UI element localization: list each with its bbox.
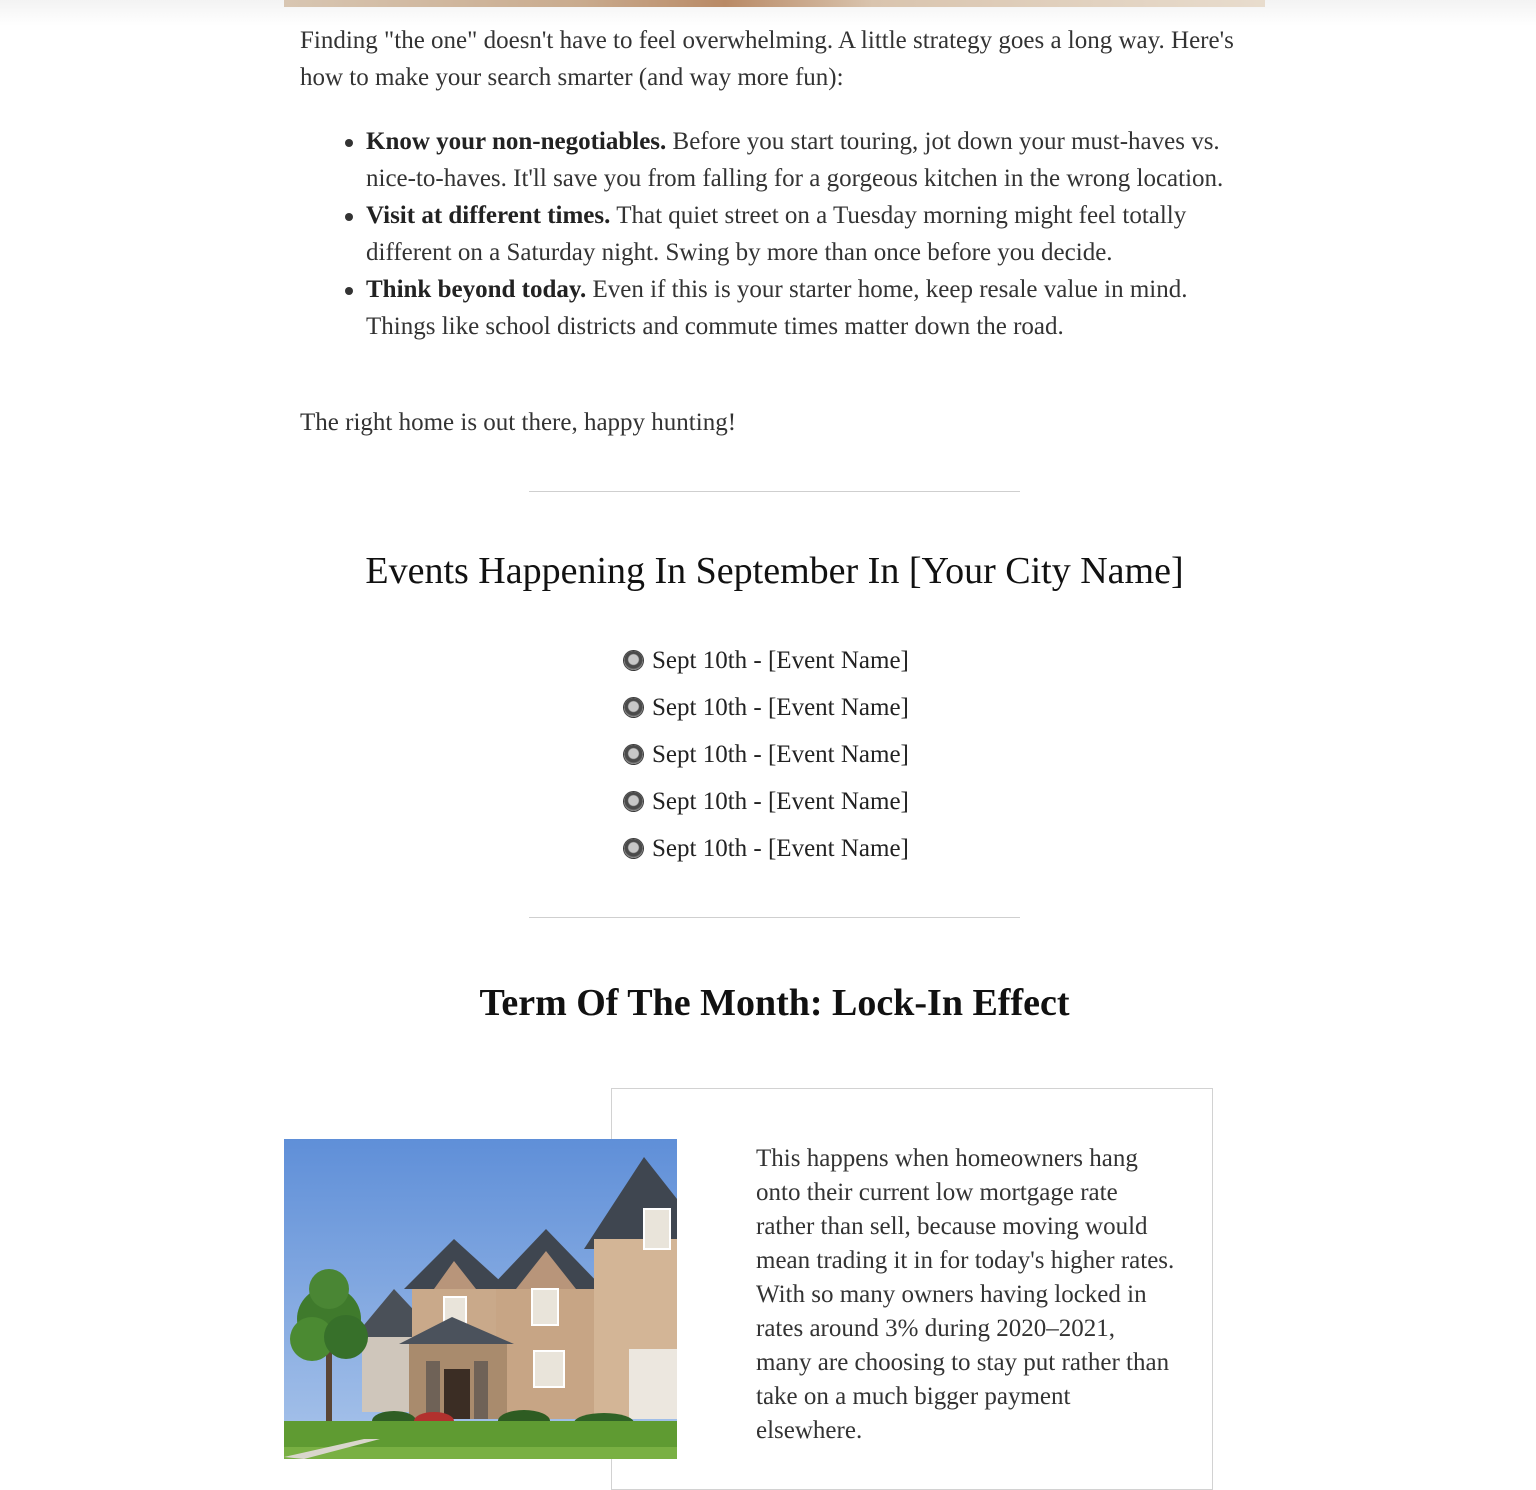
event-label: Sept 10th - [Event Name]	[652, 693, 909, 721]
intro-paragraph: Finding "the one" doesn't have to feel overwhelming. A little strategy goes a long way. Here's how to make your search smarter (and way more fun):	[300, 27, 1234, 91]
radio-bullet-icon	[624, 698, 643, 717]
events-heading: Events Happening In September In [Your City Name]	[365, 550, 1184, 592]
event-item	[624, 684, 909, 731]
tip-text: That quiet street on a Tuesday morning might feel totally different on a Saturday night. Swing by more than once before you decide.	[366, 202, 1187, 266]
tips-list	[366, 123, 1236, 345]
event-item	[624, 778, 909, 825]
radio-bullet-icon	[624, 651, 643, 670]
section-divider	[529, 917, 1020, 918]
tip-text: Before you start touring, jot down your must-haves vs. nice-to-haves. It'll save you from falling for a gorgeous kitchen in the wrong location.	[366, 128, 1224, 192]
events-list	[624, 637, 909, 872]
event-label: Sept 10th - [Event Name]	[652, 834, 909, 862]
event-label: Sept 10th - [Event Name]	[652, 646, 909, 674]
tip-text: Even if this is your starter home, keep resale value in mind. Things like school districts and commute times matter down the road.	[366, 276, 1188, 340]
tip-item	[366, 271, 1236, 345]
outro-paragraph: The right home is out there, happy hunting!	[300, 409, 737, 436]
event-item	[624, 825, 909, 872]
term-body: This happens when homeowners hang onto their current low mortgage rate rather than sell, because moving would mean trading it in for today's higher rates. With so many owners having locked in rates around 3% during 2020–2021, many are choosing to stay put rather than take on a much bigger payment elsewhere.	[756, 1145, 1175, 1444]
tip-title: Know your non-negotiables.	[366, 128, 667, 155]
tip-title: Visit at different times.	[366, 202, 611, 229]
term-heading: Term Of The Month: Lock-In Effect	[479, 982, 1070, 1024]
section-divider	[529, 491, 1020, 492]
event-label: Sept 10th - [Event Name]	[652, 740, 909, 768]
event-item	[624, 637, 909, 684]
radio-bullet-icon	[624, 745, 643, 764]
house-illustration	[284, 1139, 677, 1459]
hero-image-bottom-edge	[284, 0, 1265, 7]
event-item	[624, 731, 909, 778]
house-photo	[284, 1139, 677, 1459]
tip-item	[366, 197, 1236, 271]
tip-title: Think beyond today.	[366, 276, 587, 303]
tip-item	[366, 123, 1236, 197]
event-label: Sept 10th - [Event Name]	[652, 787, 909, 815]
radio-bullet-icon	[624, 792, 643, 811]
radio-bullet-icon	[624, 839, 643, 858]
